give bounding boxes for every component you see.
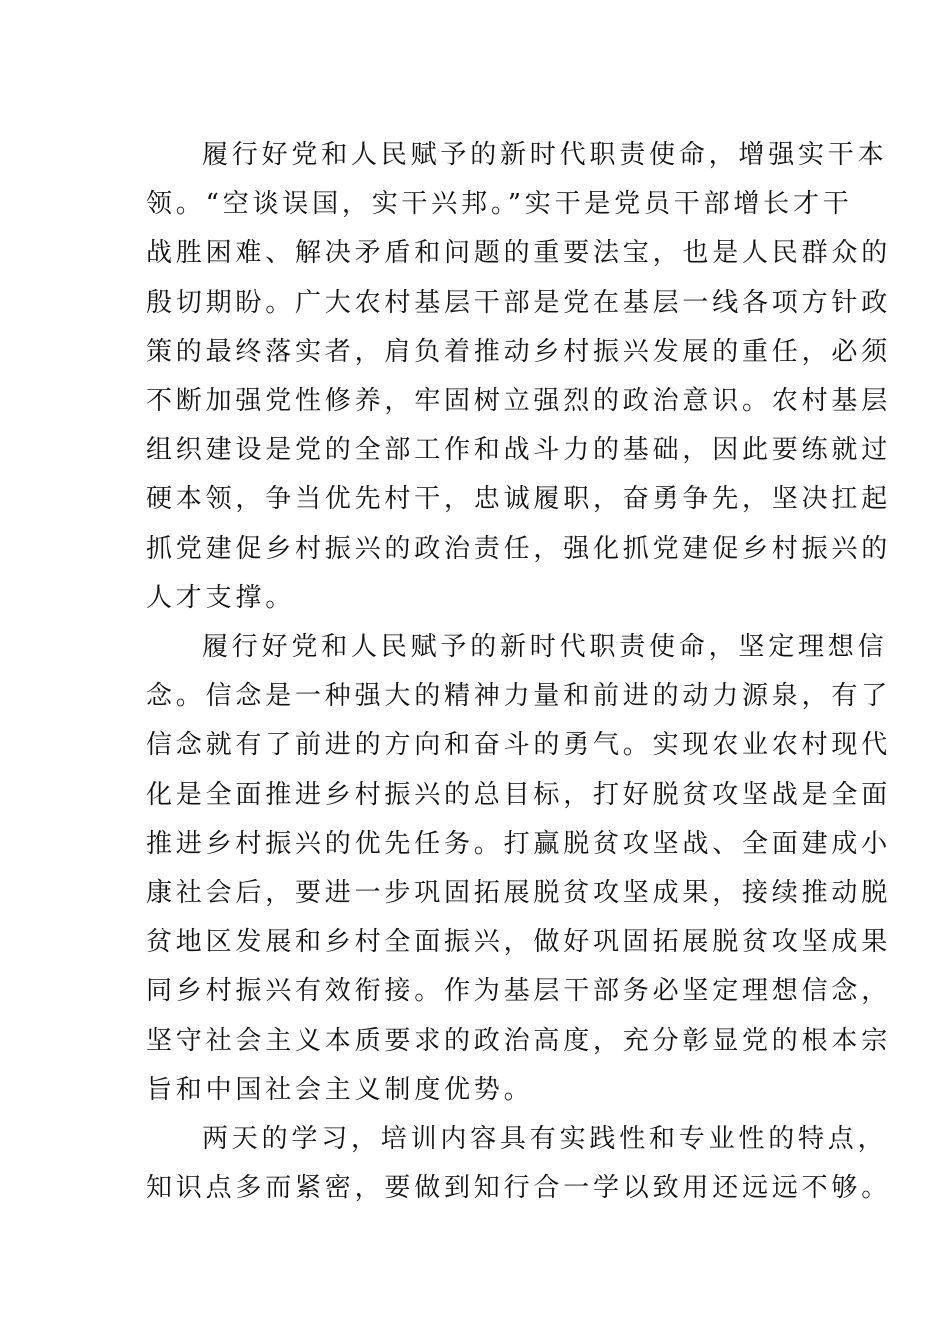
text-line: 旨和中国社会主义制度优势。	[146, 1074, 534, 1105]
text-line: 策的最终落实者，肩负着推动乡村振兴发展的重任，必须	[146, 336, 892, 367]
text-line: 人才支撑。	[146, 582, 296, 613]
paragraph-2	[146, 623, 892, 1115]
paragraph-3	[146, 1115, 892, 1213]
text-line: 化是全面推进乡村振兴的总目标，打好脱贫攻坚战是全面	[146, 779, 892, 810]
text-line: 推进乡村振兴的优先任务。打赢脱贫攻坚战、全面建成小	[146, 828, 892, 859]
text-line: 战胜困难、解决矛盾和问题的重要法宝，也是人民群众的	[146, 238, 892, 269]
paragraph-1	[146, 131, 892, 623]
text-line: 康社会后，要进一步巩固拓展脱贫攻坚成果，接续推动脱	[146, 878, 892, 909]
text-line: 履行好党和人民赋予的新时代职责使命，增强实干本	[202, 140, 888, 170]
text-line: 坚守社会主义本质要求的政治高度，充分彰显党的根本宗	[146, 1025, 892, 1056]
text-line: 贫地区发展和乡村全面振兴，做好巩固拓展脱贫攻坚成果	[146, 927, 892, 958]
text-line: 念。信念是一种强大的精神力量和前进的动力源泉，有了	[146, 681, 892, 712]
text-line: 硬本领，争当优先村干，忠诚履职，奋勇争先，坚决扛起	[146, 484, 892, 515]
text-line: 同乡村振兴有效衔接。作为基层干部务必坚定理想信念，	[146, 976, 892, 1007]
text-line: 不断加强党性修养，牢固树立强烈的政治意识。农村基层	[146, 386, 892, 417]
text-line: 领。“空谈误国，实干兴邦。”实干是党员干部增长才干	[146, 189, 853, 220]
text-line: 殷切期盼。广大农村基层干部是党在基层一线各项方针政	[146, 287, 892, 318]
text-line: 信念就有了前进的方向和奋斗的勇气。实现农业农村现代	[146, 730, 892, 761]
text-line: 抓党建促乡村振兴的政治责任，强化抓党建促乡村振兴的	[146, 533, 892, 564]
text-line: 组织建设是党的全部工作和战斗力的基础，因此要练就过	[146, 435, 892, 466]
text-line: 知识点多而紧密，要做到知行合一学以致用还远远不够。	[146, 1173, 892, 1204]
text-line: 履行好党和人民赋予的新时代职责使命，坚定理想信	[202, 632, 888, 663]
document-body	[146, 131, 892, 1213]
text-line: 两天的学习，培训内容具有实践性和专业性的特点，	[202, 1124, 888, 1155]
